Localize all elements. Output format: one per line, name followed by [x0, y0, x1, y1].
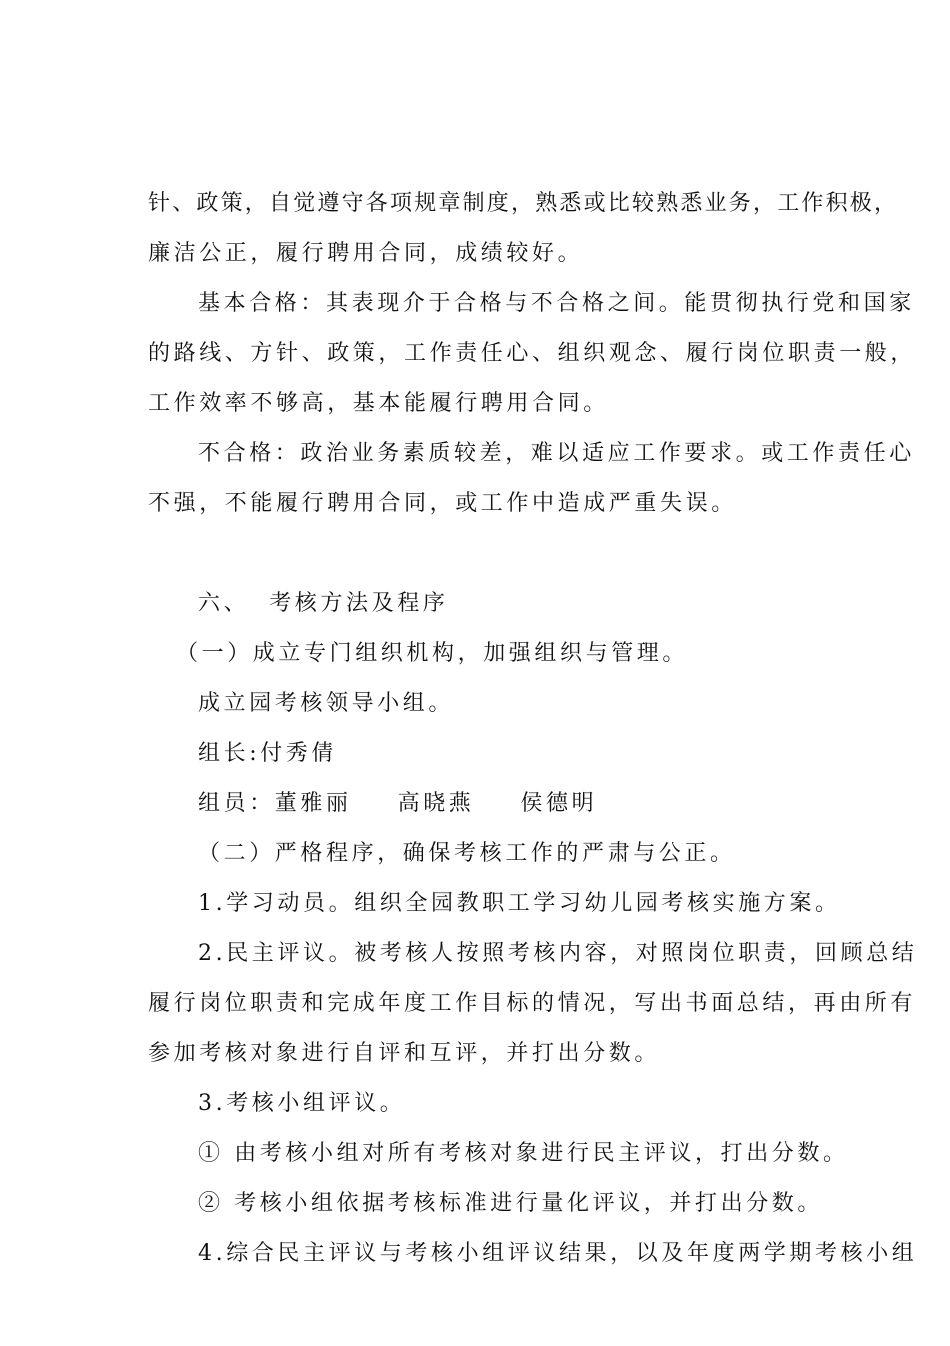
group-members: [198, 789, 597, 819]
basic-qualified-line-1: 基本合格：其表现介于合格与不合格之间。能贯彻执行党和国家: [198, 291, 915, 316]
procedure-item-3: 3.考核小组评议。: [198, 1091, 406, 1116]
procedure-item-3-sub-1: ① 由考核小组对所有考核对象进行民主评议，打出分数。: [198, 1141, 849, 1166]
group-leader: 组长:付秀倩: [198, 741, 338, 766]
member-2: 高晓燕: [397, 791, 475, 816]
section-6-number: 六、: [198, 591, 250, 616]
subsection-1-heading: （一）成立专门组织机构，加强组织与管理。: [176, 641, 689, 666]
procedure-item-2-line-1: 2.民主评议。被考核人按照考核内容，对照岗位职责，回顾总结: [198, 941, 918, 966]
qualified-text-line-1: 针、政策，自觉遵守各项规章制度，熟悉或比较熟悉业务，工作积极，: [148, 191, 899, 216]
member-3: 侯德明: [520, 791, 598, 816]
unqualified-line-2: 不强，不能履行聘用合同，或工作中造成严重失误。: [148, 491, 737, 516]
procedure-item-2-line-2: 履行岗位职责和完成年度工作目标的情况，写出书面总结，再由所有: [148, 991, 917, 1016]
subsection-2-heading: （二）严格程序，确保考核工作的严肃与公正。: [198, 841, 736, 866]
unqualified-line-1: 不合格：政治业务素质较差，难以适应工作要求。或工作责任心: [198, 441, 915, 466]
basic-qualified-line-2: 的路线、方针、政策，工作责任心、组织观念、履行岗位职责一般，: [148, 341, 917, 366]
procedure-item-1: 1.学习动员。组织全园教职工学习幼儿园考核实施方案。: [198, 891, 841, 916]
procedure-item-2-line-3: 参加考核对象进行自评和互评，并打出分数。: [148, 1041, 661, 1066]
qualified-text-line-2: 廉洁公正，履行聘用合同，成绩较好。: [148, 241, 584, 266]
basic-qualified-line-3: 工作效率不够高，基本能履行聘用合同。: [148, 391, 609, 416]
section-6-heading: [198, 589, 448, 619]
member-1: 组员：董雅丽: [198, 791, 352, 816]
procedure-item-4: 4.综合民主评议与考核小组评议结果，以及年度两学期考核小组: [198, 1241, 918, 1266]
section-6-title: 考核方法及程序: [269, 591, 449, 616]
subsection-1-line-1: 成立园考核领导小组。: [198, 691, 455, 716]
procedure-item-3-sub-2: ② 考核小组依据考核标准进行量化评议，并打出分数。: [198, 1191, 823, 1216]
